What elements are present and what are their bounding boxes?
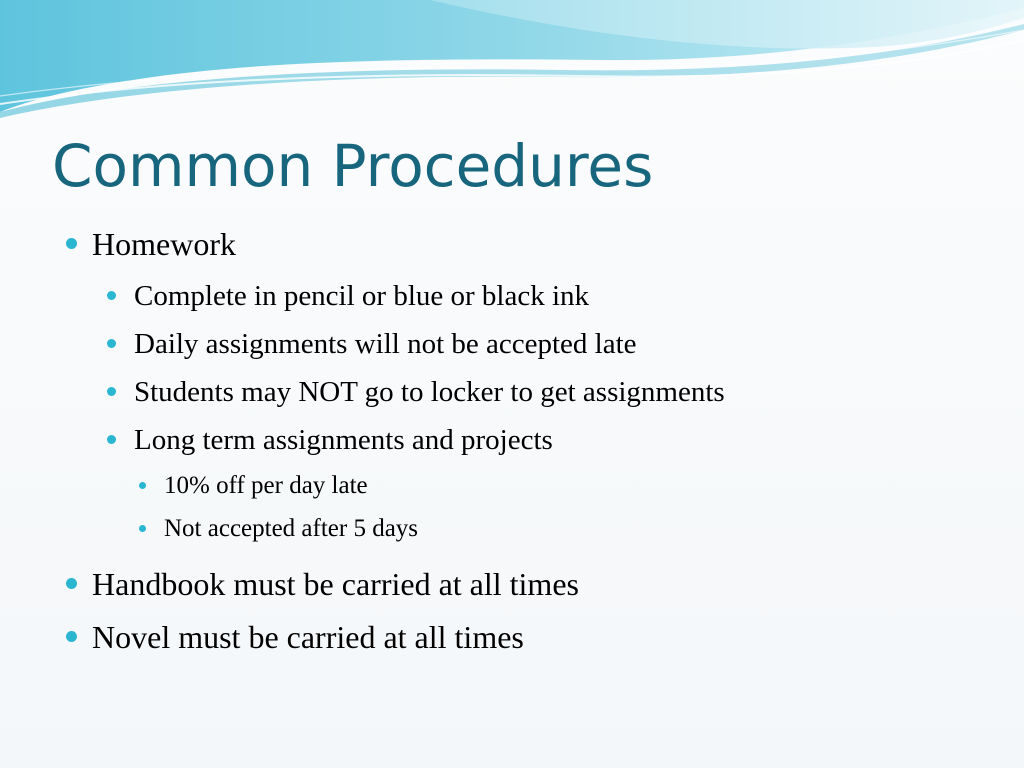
bullet-dot-icon <box>107 435 116 444</box>
sub-sub-bullet-item <box>0 512 1024 546</box>
sub-bullet-item <box>0 372 1024 412</box>
bullet-text: Handbook must be carried at all times <box>92 566 579 602</box>
bullet-dot-icon <box>66 578 77 589</box>
bullet-item-novel <box>0 615 1024 659</box>
bullet-dot-icon <box>139 482 146 489</box>
bullet-list <box>0 222 1024 659</box>
bullet-text: Not accepted after 5 days <box>164 515 419 542</box>
bullet-dot-icon <box>107 291 116 300</box>
bullet-text: Novel must be carried at all times <box>92 619 524 655</box>
bullet-text: Long term assignments and projects <box>134 424 553 456</box>
bullet-dot-icon <box>66 238 77 249</box>
bullet-dot-icon <box>107 339 116 348</box>
bullet-item-homework <box>0 222 1024 266</box>
sub-sub-bullet-item <box>0 469 1024 503</box>
slide-title: Common Procedures <box>52 132 654 200</box>
bullet-text: Students may NOT go to locker to get assignments <box>134 376 725 408</box>
header-wave-decoration <box>0 0 1024 130</box>
bullet-text: 10% off per day late <box>164 472 368 499</box>
bullet-dot-icon <box>66 631 77 642</box>
bullet-item-handbook <box>0 562 1024 606</box>
bullet-text: Homework <box>92 226 236 262</box>
bullet-dot-icon <box>107 387 116 396</box>
sub-bullet-item <box>0 324 1024 364</box>
sub-bullet-item <box>0 420 1024 460</box>
bullet-dot-icon <box>139 525 146 532</box>
bullet-text: Daily assignments will not be accepted late <box>134 328 637 360</box>
bullet-text: Complete in pencil or blue or black ink <box>134 280 590 312</box>
sub-bullet-item <box>0 276 1024 316</box>
